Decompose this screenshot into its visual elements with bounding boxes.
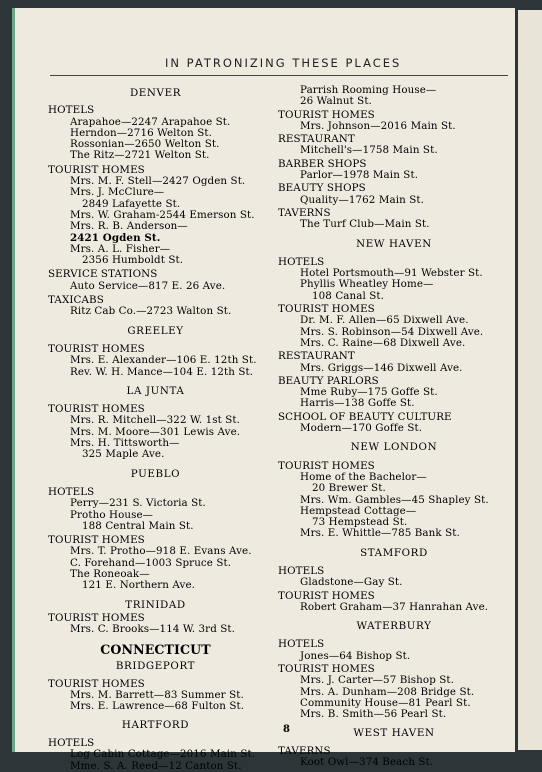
category-heading: TAVERNS bbox=[278, 744, 331, 757]
category-heading: HOTELS bbox=[278, 564, 325, 577]
city-heading: STAMFORD bbox=[360, 546, 428, 559]
listing-line: The Turf Club—Main St. bbox=[300, 218, 430, 231]
category-heading: TOURIST HOMES bbox=[278, 459, 375, 472]
listing-line: Hempstead Cottage— bbox=[300, 504, 417, 517]
city-heading: DENVER bbox=[129, 87, 182, 99]
category-heading: HOTELS bbox=[278, 255, 325, 268]
listing-line: 73 Hempstead St. bbox=[312, 516, 408, 529]
listing-line: 121 E. Northern Ave. bbox=[82, 579, 196, 592]
listing-line: Log Cabin Cottage—2016 Main St. bbox=[70, 748, 256, 761]
category-heading: TOURIST HOMES bbox=[278, 589, 375, 602]
state-heading: CONNECTICUT bbox=[100, 642, 211, 658]
listing-line: Robert Graham—37 Hanrahan Ave. bbox=[300, 600, 489, 613]
category-heading: TOURIST HOMES bbox=[48, 403, 145, 416]
listing-line: Parrish Rooming House— bbox=[300, 84, 437, 96]
listing-line: Mrs. A. L. Fisher— bbox=[70, 242, 171, 255]
listing-line: Mrs. J. McClure— bbox=[70, 186, 165, 199]
city-heading: LA JUNTA bbox=[126, 384, 185, 397]
category-heading: BEAUTY SHOPS bbox=[278, 182, 366, 195]
city-heading: NEW LONDON bbox=[350, 441, 438, 454]
listing-line: Mrs. B. Smith—56 Pearl St. bbox=[300, 708, 447, 721]
listing-line: 2421 Ogden St. bbox=[70, 231, 161, 244]
listing-line: Arapahoe—2247 Arapahoe St. bbox=[70, 115, 231, 128]
listing-line: Mrs. J. Carter—57 Bishop St. bbox=[300, 674, 455, 687]
listing-line: Mitchell's—1758 Main St. bbox=[300, 144, 438, 157]
category-heading: TAXICABS bbox=[48, 294, 104, 307]
category-heading: HOTELS bbox=[48, 104, 95, 117]
category-heading: TOURIST HOMES bbox=[48, 611, 145, 624]
right-column bbox=[278, 85, 510, 768]
listing-line: Dr. M. F. Allen—65 Dixwell Ave. bbox=[300, 314, 469, 327]
category-heading: SERVICE STATIONS bbox=[48, 268, 158, 281]
listing-line: Herndon—2716 Welton St. bbox=[70, 126, 212, 139]
listing-line: Mrs. E. Alexander—106 E. 12th St. bbox=[70, 354, 257, 367]
city-heading: HARTFORD bbox=[121, 718, 190, 731]
listing-line: 2849 Lafayette St. bbox=[82, 197, 181, 210]
category-heading: HOTELS bbox=[48, 485, 95, 498]
listing-line: 26 Walnut St. bbox=[300, 95, 372, 108]
category-heading: BEAUTY PARLORS bbox=[278, 374, 379, 387]
city-heading: GREELEY bbox=[127, 324, 184, 337]
category-heading: TOURIST HOMES bbox=[48, 163, 145, 176]
listing-line: Mrs. M. Moore—301 Lewis Ave. bbox=[70, 425, 241, 438]
listing-line: 325 Maple Ave. bbox=[82, 448, 165, 461]
listing-line: Perry—231 S. Victoria St. bbox=[70, 497, 206, 510]
listing-line: Auto Service—817 E. 26 Ave. bbox=[70, 279, 226, 292]
listing-line: Modern—170 Goffe St. bbox=[300, 422, 423, 435]
listing-line: 2356 Humboldt St. bbox=[82, 254, 184, 267]
listing-line: Mrs. Griggs—146 Dixwell Ave. bbox=[300, 361, 463, 374]
listing-line: 108 Canal St. bbox=[312, 289, 385, 302]
listing-line: Ritz Cab Co.—2723 Walton St. bbox=[70, 305, 232, 318]
page-number: 8 bbox=[283, 724, 290, 735]
listing-line: Mrs. E. Whittle—785 Bank St. bbox=[300, 527, 460, 540]
listing-line: Koot Owl—374 Beach St. bbox=[300, 756, 434, 769]
listing-line: 20 Brewer St. bbox=[312, 482, 386, 495]
listing-line: Mrs. Johnson—2016 Main St. bbox=[300, 119, 456, 132]
next-page-edge bbox=[518, 10, 542, 750]
listing-line: Mrs. C. Brooks—114 W. 3rd St. bbox=[70, 623, 236, 636]
category-heading: TOURIST HOMES bbox=[278, 303, 375, 316]
category-heading: TOURIST HOMES bbox=[278, 108, 375, 121]
category-heading: RESTAURANT bbox=[278, 133, 355, 146]
left-column bbox=[48, 85, 263, 772]
listing-line: Home of the Bachelor— bbox=[300, 470, 427, 483]
category-heading: SCHOOL OF BEAUTY CULTURE bbox=[278, 410, 452, 423]
listing-line: The Ritz—2721 Welton St. bbox=[70, 149, 210, 162]
listing-line: Mme. S. A. Reed—12 Canton St. bbox=[70, 759, 242, 772]
listing-line: Rossonian—2650 Welton St. bbox=[70, 138, 220, 151]
listing-line: Mrs. H. Tittsworth— bbox=[70, 437, 180, 450]
city-heading: NEW HAVEN bbox=[356, 237, 432, 250]
listing-line: Community House—81 Pearl St. bbox=[300, 696, 471, 709]
category-heading: TOURIST HOMES bbox=[48, 342, 145, 355]
listing-line: Hotel Portsmouth—91 Webster St. bbox=[300, 267, 483, 280]
listing-line: 188 Central Main St. bbox=[82, 519, 194, 532]
listing-line: Mrs. R. Mitchell—322 W. 1st St. bbox=[70, 414, 241, 427]
city-heading: PUEBLO bbox=[130, 467, 181, 480]
listing-line: Quality—1762 Main St. bbox=[300, 193, 424, 206]
city-heading: BRIDGEPORT bbox=[115, 660, 196, 673]
category-heading: HOTELS bbox=[278, 638, 325, 651]
city-heading: TRINIDAD bbox=[125, 598, 186, 611]
listing-line: Mrs. Wm. Gambles—45 Shapley St. bbox=[300, 493, 489, 506]
listing-line: Harris—138 Goffe St. bbox=[300, 397, 415, 410]
listing-line: Protho House— bbox=[70, 508, 154, 521]
category-heading: TOURIST HOMES bbox=[48, 534, 145, 547]
city-heading: WEST HAVEN bbox=[353, 726, 435, 739]
listing-line: Mrs. W. Graham-2544 Emerson St. bbox=[70, 208, 255, 221]
category-heading: HOTELS bbox=[48, 736, 95, 749]
listing-line: The Roneoak— bbox=[70, 567, 150, 580]
header-rule bbox=[50, 75, 508, 76]
category-heading: TAVERNS bbox=[278, 206, 331, 219]
listing-line: Mrs. R. B. Anderson— bbox=[70, 220, 188, 233]
listing-line: Mme Ruby—175 Goffe St. bbox=[300, 386, 438, 399]
category-heading: TOURIST HOMES bbox=[48, 677, 145, 690]
city-heading: WATERBURY bbox=[356, 620, 432, 633]
category-heading: RESTAURANT bbox=[278, 350, 355, 363]
listing-line: Mrs. T. Protho—918 E. Evans Ave. bbox=[70, 545, 252, 558]
listing-line: Mrs. M. Barrett—83 Summer St. bbox=[70, 689, 244, 702]
category-heading: BARBER SHOPS bbox=[278, 157, 367, 170]
listing-line: Rev. W. H. Mance—104 E. 12th St. bbox=[70, 365, 254, 378]
listing-line: Mrs. S. Robinson—54 Dixwell Ave. bbox=[300, 325, 484, 338]
page-header-title: IN PATRONIZING THESE PLACES bbox=[165, 56, 402, 70]
category-heading: TOURIST HOMES bbox=[278, 663, 375, 676]
listing-line: Gladstone—Gay St. bbox=[300, 576, 403, 589]
listing-line: Mrs. A. Dunham—208 Bridge St. bbox=[300, 685, 475, 698]
listing-line: Mrs. M. F. Stell—2427 Ogden St. bbox=[70, 175, 246, 188]
listing-line: Parlor—1978 Main St. bbox=[300, 169, 419, 182]
listing-line: Jones—64 Bishop St. bbox=[300, 649, 411, 662]
listing-line: Phyllis Wheatley Home— bbox=[300, 278, 434, 291]
listing-line: Mrs. E. Lawrence—68 Fulton St. bbox=[70, 700, 245, 713]
listing-line: C. Forehand—1003 Spruce St. bbox=[70, 556, 232, 569]
listing-line: Mrs. C. Raine—68 Dixwell Ave. bbox=[300, 336, 466, 349]
